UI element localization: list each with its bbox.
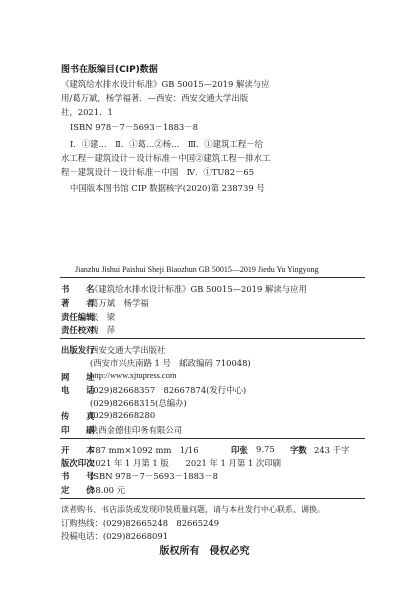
divider [60,438,365,439]
cip-line: Ⅰ．①建… Ⅱ．①葛…②杨… Ⅲ．①建筑工程－给 [70,139,263,149]
cip-line: 水工程－建筑设计－设计标准－中国②建筑工程－排水工 [61,153,271,163]
divider [60,277,365,278]
sheets-label: 印张 [231,445,248,455]
publisher-name: 西安交通大学出版社 [90,345,166,355]
isbn-value: ISBN 978－7－5693－1883－8 [90,471,218,481]
cip-line: 《建筑给水排水设计标准》GB 50015—2019 解读与应 [61,79,270,89]
price-label: 定 价 [61,485,95,495]
divider [60,498,365,499]
fax-label: 传 真 [61,411,95,421]
phone-value-2: (029)82668315(总编办) [90,398,187,408]
phone-label: 电 话 [61,385,95,395]
author-label: 著 者 [61,298,95,308]
cip-line: ISBN 978－7－5693－1883－8 [70,122,198,132]
edition-label: 版次印次 [61,458,95,468]
words-value: 243 千字 [314,445,350,455]
publisher-address: (西安市兴庆南路 1 号 邮政编码 710048) [90,358,251,368]
publisher-label: 出版发行 [61,345,95,355]
copyright-notice: 版权所有 侵权必究 [159,546,250,557]
editor-label: 责任编辑 [61,312,95,322]
isbn-label: 书 号 [61,471,95,481]
editor-value: 张 梁 [90,312,116,322]
order-hotline: 订购热线：(029)82665248 82665249 [61,518,220,528]
price-value: 58.00 元 [90,485,126,495]
format-value: 787 mm×1092 mm 1/16 [90,445,199,455]
book-label: 书 名 [61,284,95,294]
print-value: 陕西金德佳印务有限公司 [90,425,183,435]
edition-value: 2021 年 1 月第 1 版 2021 年 1 月第 1 次印刷 [90,458,282,468]
web-label: 网 址 [61,372,95,382]
cip-line: 中国版本图书馆 CIP 数据核字(2020)第 238739 号 [70,183,265,193]
phone-value-1: (029)82668357 82667874(发行中心) [90,385,247,395]
print-label: 印 刷 [61,425,95,435]
proof-value: 魏 萍 [90,325,116,335]
divider [60,338,365,339]
cip-line: 程－建筑设计－设计标准－中国 Ⅳ．①TU82－65 [61,167,255,177]
cip-title: 图书在版编目(CIP)数据 [61,65,158,75]
format-label: 开 本 [61,445,95,455]
pinyin-title: Jianzhu Jishui Paishui Sheji Biaozhun GB 50015—2019 Jiedu Yu Yingyong [75,265,319,274]
fax-value: (029)82668280 [90,410,156,420]
web-value: http://www.xjtupress.com [90,371,177,380]
book-value: 《建筑给水排水设计标准》GB 50015—2019 解读与应用 [90,284,307,294]
notice-line: 读者购书、书店添货或发现印装质量问题，请与本社发行中心联系、调换。 [61,505,325,514]
proof-label: 责任校对 [61,325,95,335]
words-label: 字数 [290,445,307,455]
cip-line: 用/葛万斌，杨学福著．—西安：西安交通大学出版 [61,93,249,103]
author-value: 葛万斌 杨学福 [90,298,149,308]
submission-phone: 投稿电话：(029)82668091 [61,531,169,541]
cip-line: 社，2021．1 [61,107,113,117]
sheets-value: 9.75 [256,444,275,454]
